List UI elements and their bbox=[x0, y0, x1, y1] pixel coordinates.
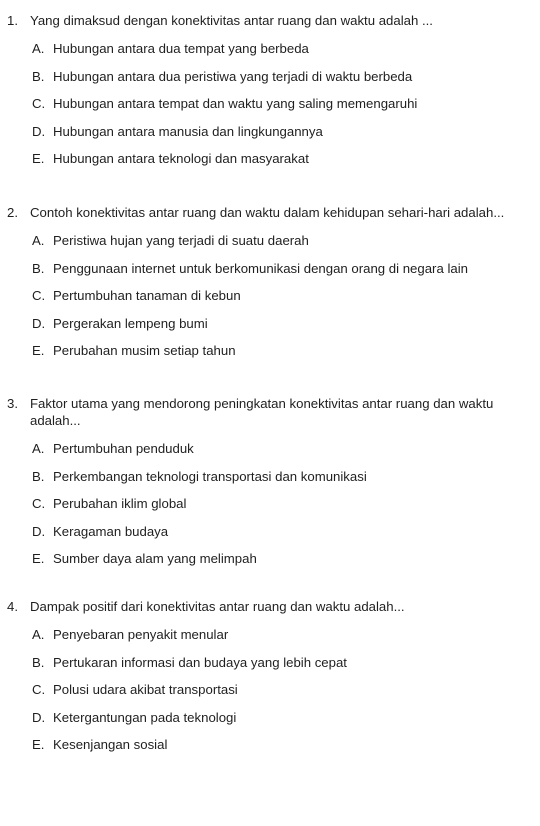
option-d[interactable] bbox=[0, 123, 540, 151]
option-letter: C. bbox=[32, 682, 46, 697]
option-letter: E. bbox=[32, 737, 45, 752]
option-letter: D. bbox=[32, 315, 46, 331]
option-letter: C. bbox=[32, 496, 46, 511]
question-number: 3. bbox=[7, 396, 18, 411]
option-text: Hubungan antara tempat dan waktu yang saling memengaruhi bbox=[53, 96, 418, 111]
question-3-options bbox=[0, 440, 540, 578]
option-text: Sumber daya alam yang melimpah bbox=[53, 551, 257, 566]
option-letter: C. bbox=[32, 96, 46, 111]
option-c[interactable] bbox=[0, 95, 540, 123]
option-text: Peristiwa hujan yang terjadi di suatu daerah bbox=[53, 233, 309, 248]
option-a[interactable] bbox=[0, 40, 540, 68]
option-d[interactable] bbox=[0, 315, 540, 343]
option-text: Pertumbuhan tanaman di kebun bbox=[53, 288, 241, 303]
option-b[interactable] bbox=[0, 68, 540, 96]
question-4-stem bbox=[0, 598, 540, 615]
option-a[interactable] bbox=[0, 626, 540, 654]
option-e[interactable] bbox=[0, 736, 540, 764]
question-1-stem bbox=[0, 12, 540, 29]
option-text: Keragaman budaya bbox=[53, 523, 169, 539]
option-text: Kesenjangan sosial bbox=[53, 737, 168, 752]
question-1-options bbox=[0, 40, 540, 178]
option-letter: B. bbox=[32, 68, 45, 84]
option-letter: D. bbox=[32, 709, 46, 725]
option-letter: A. bbox=[32, 627, 45, 642]
option-text: Polusi udara akibat transportasi bbox=[53, 682, 238, 697]
option-text: Penggunaan internet untuk berkomunikasi dengan orang di negara lain bbox=[53, 260, 468, 276]
option-c[interactable] bbox=[0, 287, 540, 315]
option-b[interactable] bbox=[0, 468, 540, 496]
question-text: Yang dimaksud dengan konektivitas antar ruang dan waktu adalah ... bbox=[30, 13, 433, 28]
option-letter: E. bbox=[32, 551, 45, 566]
option-letter: B. bbox=[32, 468, 45, 484]
question-2 bbox=[0, 204, 540, 370]
question-number: 1. bbox=[7, 13, 18, 28]
question-1 bbox=[0, 12, 540, 178]
question-4 bbox=[0, 598, 540, 764]
option-text: Penyebaran penyakit menular bbox=[53, 627, 229, 642]
question-text: Dampak positif dari konektivitas antar ruang dan waktu adalah... bbox=[30, 599, 405, 614]
option-text: Perubahan musim setiap tahun bbox=[53, 343, 236, 358]
option-letter: C. bbox=[32, 288, 46, 303]
option-text: Pergerakan lempeng bumi bbox=[53, 315, 208, 331]
question-text: Contoh konektivitas antar ruang dan waktu dalam kehidupan sehari-hari adalah... bbox=[30, 205, 505, 220]
option-letter: D. bbox=[32, 523, 46, 539]
option-text: Perubahan iklim global bbox=[53, 496, 187, 511]
option-text: Ketergantungan pada teknologi bbox=[53, 709, 237, 725]
option-letter: A. bbox=[32, 41, 45, 56]
question-3-stem bbox=[0, 395, 540, 429]
option-e[interactable] bbox=[0, 342, 540, 370]
option-text: Pertukaran informasi dan budaya yang lebih cepat bbox=[53, 654, 347, 670]
question-number: 2. bbox=[7, 205, 18, 220]
option-c[interactable] bbox=[0, 495, 540, 523]
option-text: Hubungan antara dua tempat yang berbeda bbox=[53, 41, 309, 56]
option-d[interactable] bbox=[0, 709, 540, 737]
option-letter: B. bbox=[32, 654, 45, 670]
option-a[interactable] bbox=[0, 440, 540, 468]
question-2-options bbox=[0, 232, 540, 370]
question-3 bbox=[0, 395, 540, 578]
option-letter: E. bbox=[32, 343, 45, 358]
question-number: 4. bbox=[7, 599, 18, 614]
option-letter: B. bbox=[32, 260, 45, 276]
option-e[interactable] bbox=[0, 150, 540, 178]
option-text: Pertumbuhan penduduk bbox=[53, 441, 194, 456]
option-text: Hubungan antara dua peristiwa yang terjadi di waktu berbeda bbox=[53, 68, 413, 84]
question-4-options bbox=[0, 626, 540, 764]
option-a[interactable] bbox=[0, 232, 540, 260]
option-letter: A. bbox=[32, 441, 45, 456]
option-letter: D. bbox=[32, 123, 46, 139]
option-d[interactable] bbox=[0, 523, 540, 551]
option-text: Perkembangan teknologi transportasi dan komunikasi bbox=[53, 468, 367, 484]
option-text: Hubungan antara manusia dan lingkungannya bbox=[53, 123, 323, 139]
option-letter: A. bbox=[32, 233, 45, 248]
option-b[interactable] bbox=[0, 260, 540, 288]
question-2-stem bbox=[0, 204, 540, 221]
option-letter: E. bbox=[32, 151, 45, 166]
option-c[interactable] bbox=[0, 681, 540, 709]
question-text: Faktor utama yang mendorong peningkatan konektivitas antar ruang dan waktu adalah... bbox=[30, 396, 494, 428]
option-b[interactable] bbox=[0, 654, 540, 682]
option-e[interactable] bbox=[0, 550, 540, 578]
option-text: Hubungan antara teknologi dan masyarakat bbox=[53, 151, 309, 166]
